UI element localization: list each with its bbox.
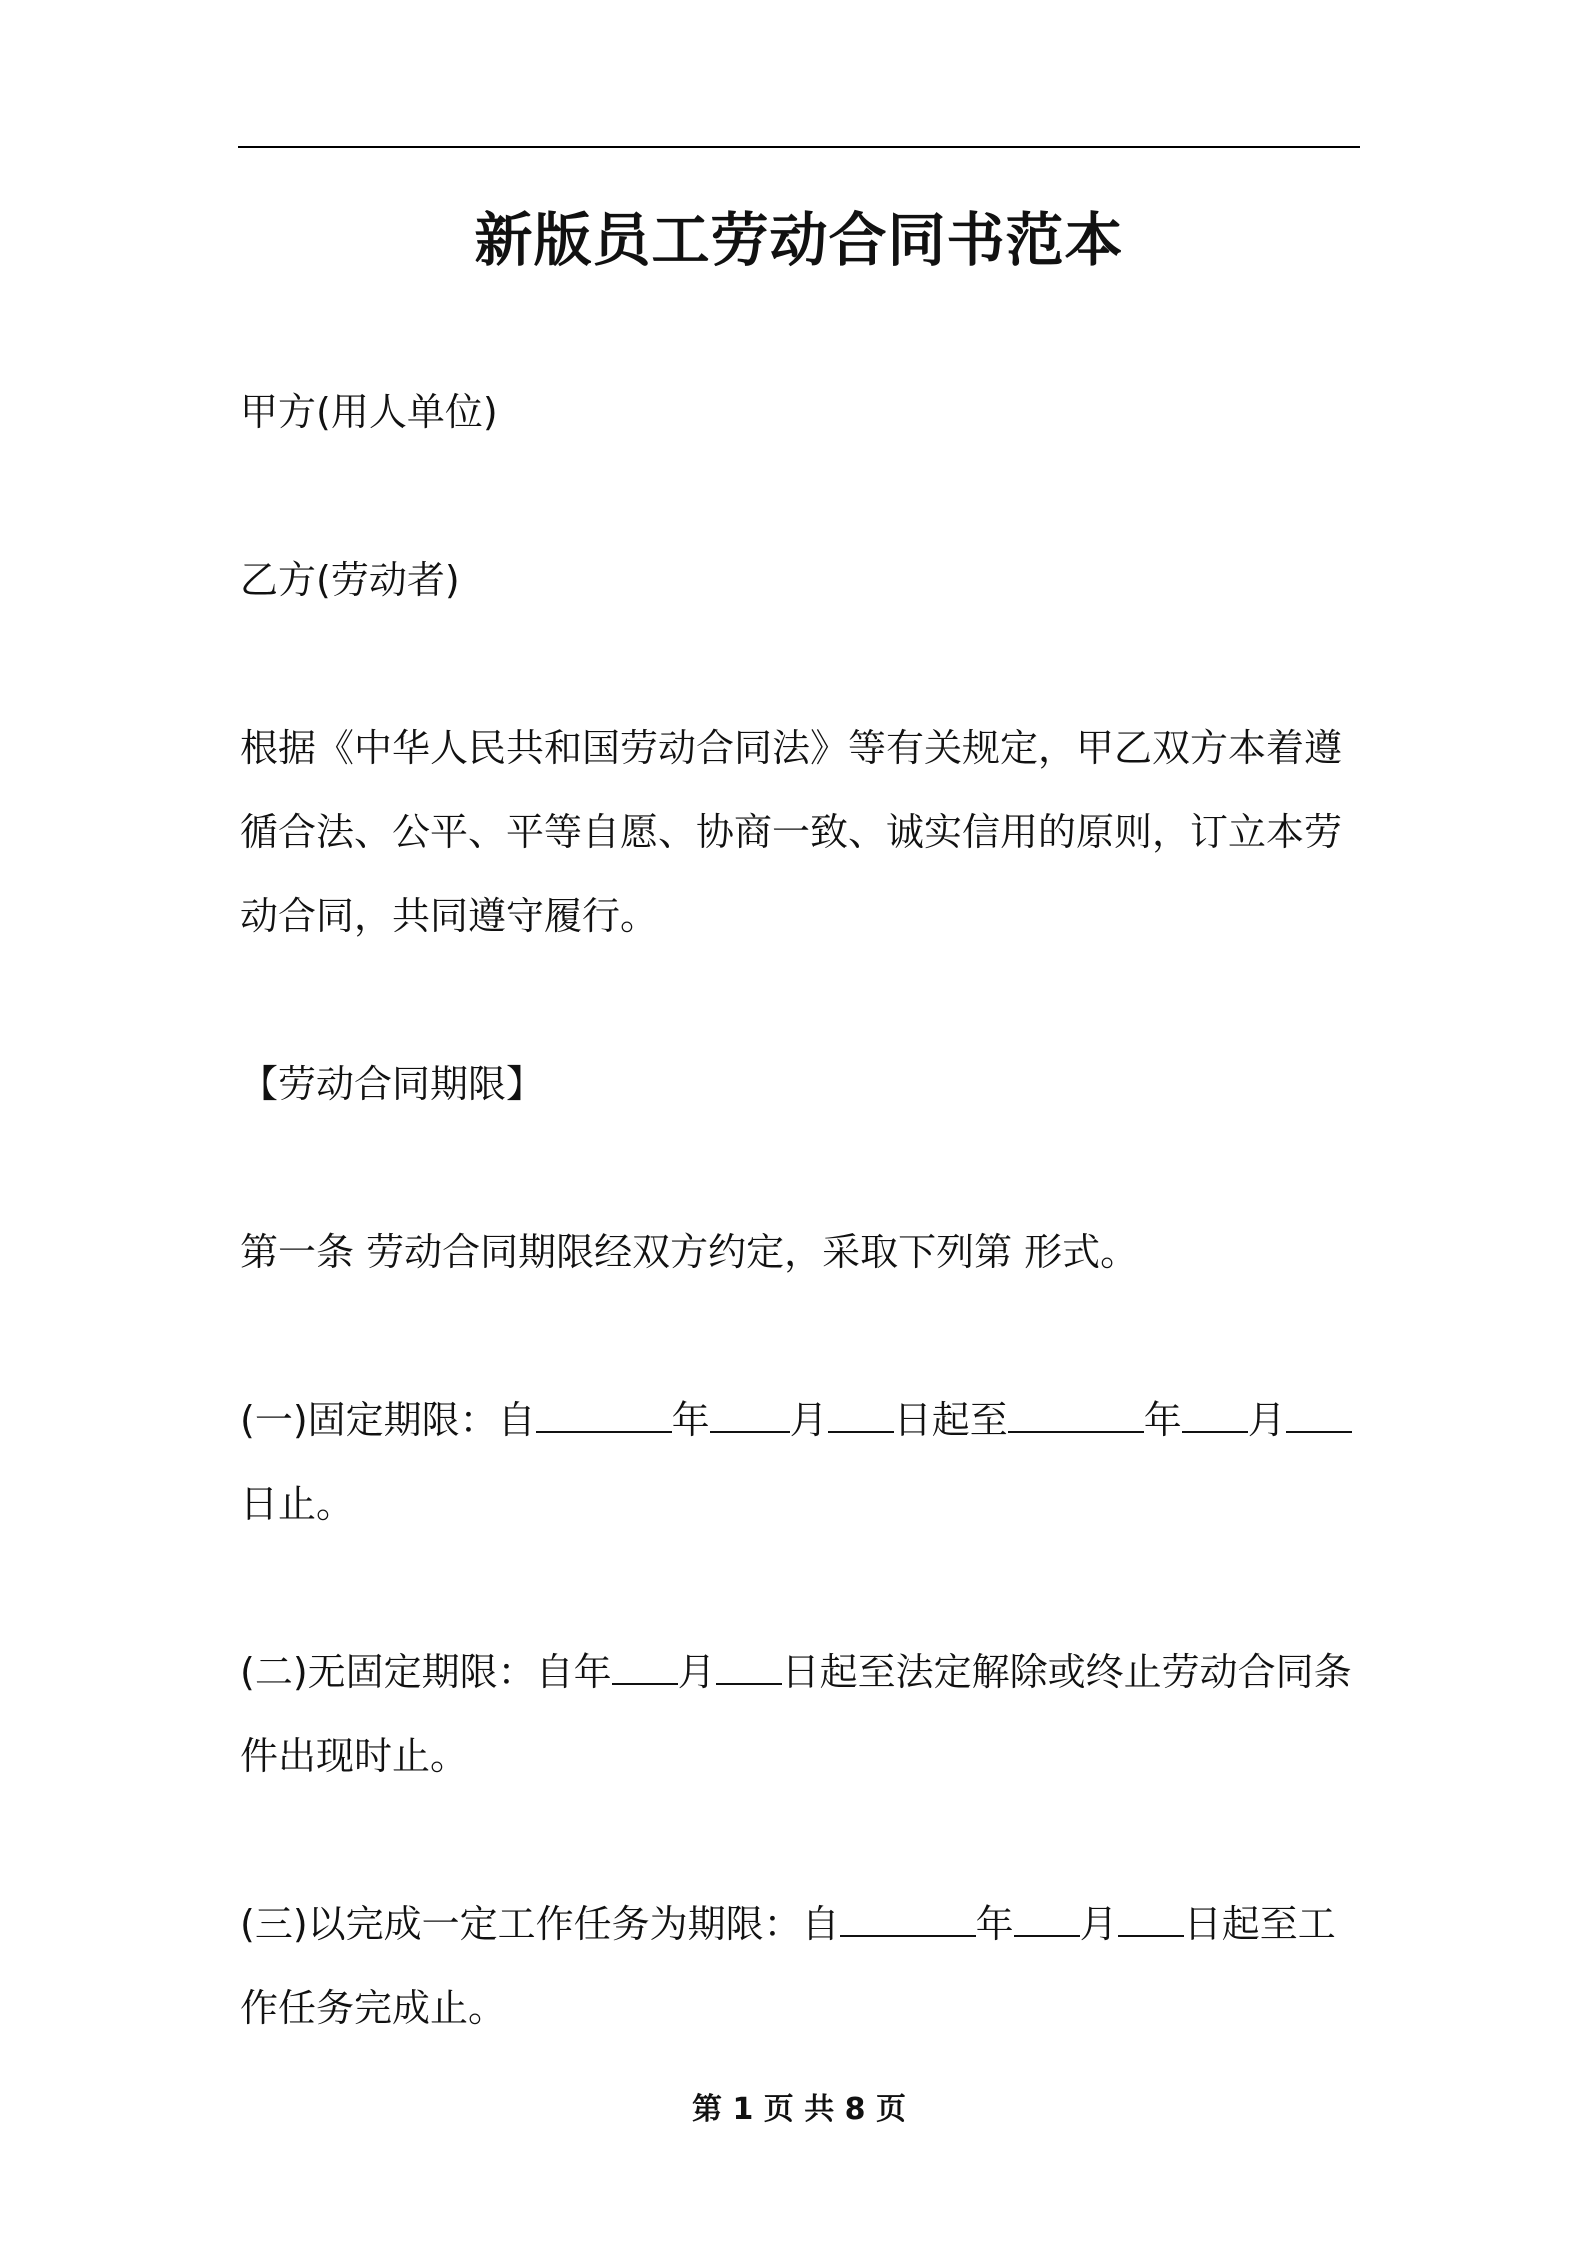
clause-open-term <box>240 1630 1362 1798</box>
clause-3-text-4: 日起至工作任务完成止。 <box>240 1902 1336 2030</box>
clause-2-text-2: 月 <box>677 1650 716 1694</box>
page-footer: 第 1 页 共 8 页 <box>692 2092 906 2127</box>
clause-3-text-2: 年 <box>975 1902 1014 1946</box>
blank-end-year <box>1008 1399 1144 1433</box>
clause-1-text-4: 日起至 <box>893 1398 1008 1442</box>
clause-fixed-term <box>240 1378 1362 1546</box>
section-heading-term: 【劳动合同期限】 <box>240 1062 545 1106</box>
clause-1-text-2: 年 <box>671 1398 710 1442</box>
document-body <box>240 370 1362 2134</box>
preamble-paragraph: 根据《中华人民共和国劳动合同法》等有关规定，甲乙双方本着遵循合法、公平、平等自愿、协商一致、诚实信用的原则，订立本劳动合同，共同遵守履行。 <box>240 726 1343 938</box>
clause-2-text-1: (二)无固定期限：自年 <box>240 1650 612 1694</box>
blank-end-month <box>1182 1399 1248 1433</box>
article-1: 第一条 劳动合同期限经双方约定，采取下列第 形式。 <box>240 1230 1139 1274</box>
clause-1-text-5: 年 <box>1143 1398 1182 1442</box>
blank-open-day <box>716 1651 782 1685</box>
party-b-line: 乙方(劳动者) <box>240 558 460 602</box>
clause-2-text-3: 日起至法定解除或终止劳动合同条件出现时止。 <box>240 1650 1352 1778</box>
clause-1-text-1: (一)固定期限：自 <box>240 1398 536 1442</box>
clause-1-text-7: 日止。 <box>240 1482 355 1526</box>
header-rule <box>238 146 1360 148</box>
clause-1-text-6: 月 <box>1247 1398 1286 1442</box>
blank-start-month <box>710 1399 790 1433</box>
party-a-line: 甲方(用人单位) <box>240 390 498 434</box>
blank-open-month-before <box>612 1651 678 1685</box>
blank-task-year <box>840 1903 976 1937</box>
blank-start-day <box>828 1399 894 1433</box>
clause-task-term <box>240 1882 1362 2050</box>
blank-start-year <box>536 1399 672 1433</box>
blank-task-day <box>1118 1903 1184 1937</box>
clause-3-text-3: 月 <box>1079 1902 1118 1946</box>
blank-task-month <box>1014 1903 1080 1937</box>
clause-1-text-3: 月 <box>789 1398 828 1442</box>
document-title: 新版员工劳动合同书范本 <box>474 206 1124 274</box>
blank-end-day <box>1286 1399 1352 1433</box>
clause-3-text-1: (三)以完成一定工作任务为期限：自 <box>240 1902 840 1946</box>
